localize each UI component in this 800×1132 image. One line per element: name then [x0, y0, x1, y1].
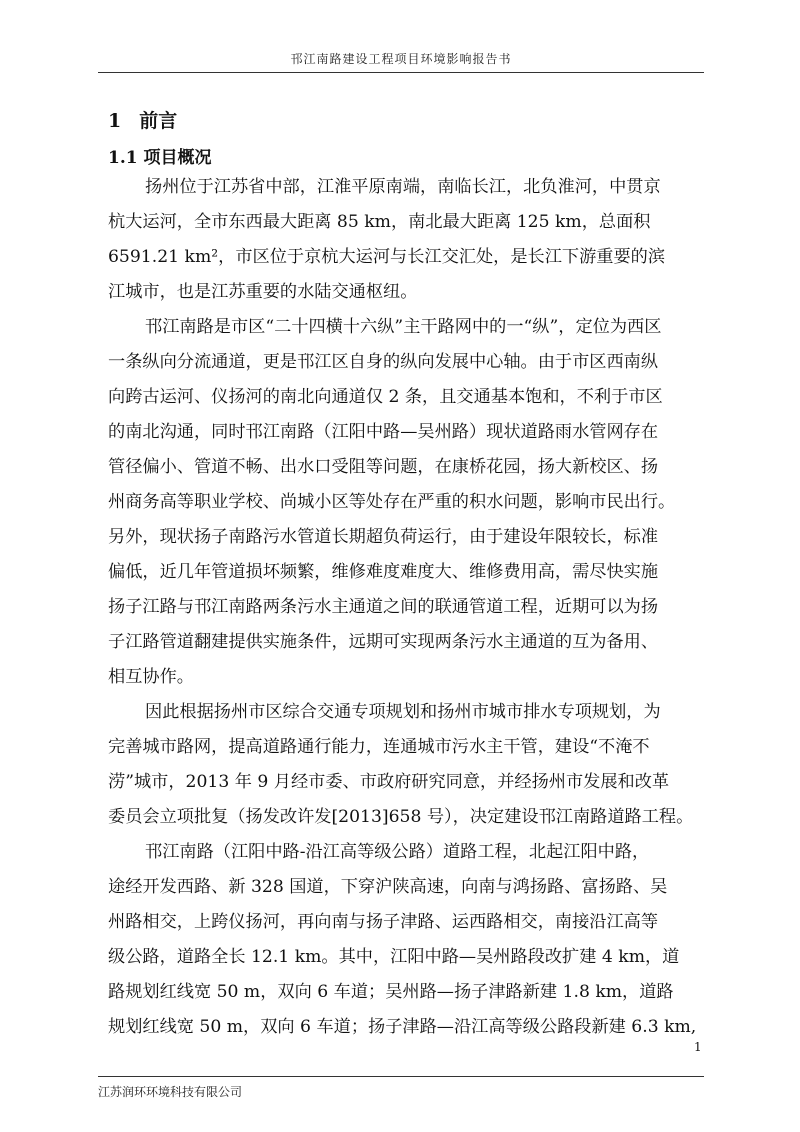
body-line: 杭大运河，全市东西最大距离 85 km，南北最大距离 125 km，总面积: [108, 212, 651, 232]
body-line: 子江路管道翻建提供实施条件，远期可实现两条污水主通道的互为备用、: [108, 632, 659, 652]
body-line: 扬州位于江苏省中部，江淮平原南端，南临长江，北负淮河，中贯京: [145, 177, 661, 197]
body-line: 相互协作。: [108, 667, 194, 687]
body-line: 偏低，近几年管道损坏频繁，维修难度难度大、维修费用高，需尽快实施: [108, 562, 659, 582]
body-line: 江城市，也是江苏重要的水陆交通枢纽。: [108, 282, 418, 302]
page-number: 1: [694, 1040, 702, 1054]
body-line: 扬子江路与邗江南路两条污水主通道之间的联通管道工程，近期可以为扬: [108, 597, 659, 617]
body-line: 6591.21 km²，市区位于京杭大运河与长江交汇处，是长江下游重要的滨: [108, 247, 666, 267]
body-line: 的南北沟通，同时邗江南路（江阳中路—吴州路）现状道路雨水管网存在: [108, 422, 659, 442]
body-line: 途经开发西路、新 328 国道，下穿沪陕高速，向南与鸿扬路、富扬路、吴: [108, 877, 668, 897]
footer-company: 江苏润环环境科技有限公司: [98, 1085, 243, 1099]
body-line: 另外，现状扬子南路污水管道长期超负荷运行，由于建设年限较长，标准: [108, 527, 659, 547]
footer-divider: [98, 1076, 704, 1077]
body-line: 因此根据扬州市区综合交通专项规划和扬州市城市排水专项规划，为: [145, 702, 661, 722]
chapter-number: 1: [108, 110, 122, 132]
section-heading: 1.1 项目概况: [108, 148, 212, 168]
chapter-heading: [108, 106, 177, 133]
running-header: 邗江南路建设工程项目环境影响报告书: [290, 52, 512, 66]
body-line: 委员会立项批复（扬发改许发[2013]658 号），决定建设邗江南路道路工程。: [108, 807, 694, 827]
body-line: 路规划红线宽 50 m，双向 6 车道；吴州路—扬子津路新建 1.8 km，道路: [108, 982, 674, 1002]
body-line: 邗江南路（江阳中路-沿江高等级公路）道路工程，北起江阳中路，: [145, 842, 650, 862]
body-line: 向跨古运河、仪扬河的南北向通道仅 2 条，且交通基本饱和，不利于市区: [108, 387, 663, 407]
body-line: 一条纵向分流通道，更是邗江区自身的纵向发展中心轴。由于市区西南纵: [108, 352, 659, 372]
header-divider: [98, 72, 704, 73]
body-line: 州商务高等职业学校、尚城小区等处存在严重的积水问题，影响市民出行。: [108, 492, 676, 512]
body-line: 级公路，道路全长 12.1 km。其中，江阳中路—吴州路段改扩建 4 km，道: [108, 947, 680, 967]
body-line: 州路相交，上跨仪扬河，再向南与扬子津路、运西路相交，南接沿江高等: [108, 912, 659, 932]
body-line: 涝”城市，2013 年 9 月经市委、市政府研究同意，并经扬州市发展和改革: [108, 772, 670, 792]
body-line: 邗江南路是市区“二十四横十六纵”主干路网中的一“纵”，定位为西区: [145, 317, 662, 337]
chapter-title: 前言: [139, 110, 178, 132]
body-line: 规划红线宽 50 m，双向 6 车道；扬子津路—沿江高等级公路段新建 6.3 km,: [108, 1017, 697, 1037]
body-line: 管径偏小、管道不畅、出水口受阻等问题，在康桥花园，扬大新校区、扬: [108, 457, 659, 477]
body-line: 完善城市路网，提高道路通行能力，连通城市污水主干管，建设“不淹不: [108, 737, 650, 757]
